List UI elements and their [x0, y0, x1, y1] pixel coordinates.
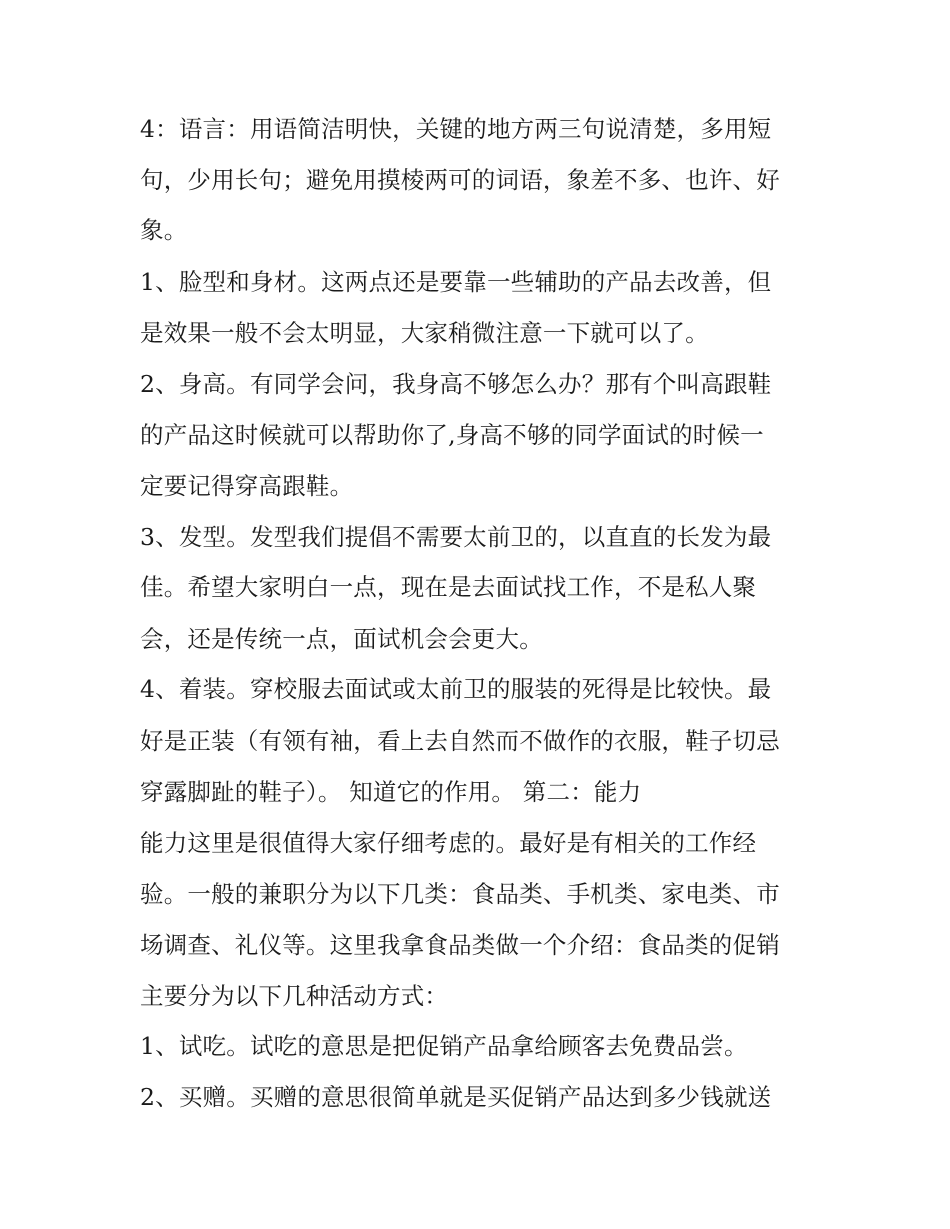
text-line: 2、买赠。买赠的意思很简单就是买促销产品达到多少钱就送: [140, 1083, 772, 1111]
text-line: 1、脸型和身材。这两点还是要靠一些辅助的产品去改善，但: [140, 268, 772, 296]
text-line: 3、发型。发型我们提倡不需要太前卫的，以直直的长发为最: [140, 523, 772, 551]
text-line: 句，少用长句；避免用摸棱两可的词语，象差不多、也许、好: [140, 166, 780, 194]
text-line: 1、试吃。试吃的意思是把促销产品拿给顾客去免费品尝。: [140, 1032, 748, 1060]
text-line: 主要分为以下几种活动方式：: [140, 982, 449, 1010]
text-line: 会，还是传统一点，面试机会会更大。: [140, 625, 543, 653]
text-line: 佳。希望大家明白一点，现在是去面试找工作，不是私人聚: [140, 573, 757, 601]
text-line: 好是正装（有领有袖，看上去自然而不做作的衣服，鞋子切忌: [140, 727, 780, 755]
text-line: 是效果一般不会太明显，大家稍微注意一下就可以了。: [140, 319, 709, 347]
text-line: 验。一般的兼职分为以下几类：食品类、手机类、家电类、市: [140, 880, 780, 908]
text-line: 2、身高。有同学会问，我身高不够怎么办？那有个叫高跟鞋: [140, 370, 772, 398]
text-line: 的产品这时候就可以帮助你了,身高不够的同学面试的时候一: [140, 421, 764, 449]
text-line: 能力这里是很值得大家仔细考虑的。最好是有相关的工作经: [140, 829, 757, 857]
text-line: 4、着装。穿校服去面试或太前卫的服装的死得是比较快。最: [140, 675, 772, 703]
text-line: 4：语言：用语简洁明快，关键的地方两三句说清楚，多用短: [140, 115, 772, 143]
text-line: 场调查、礼仪等。这里我拿食品类做一个介绍：食品类的促销: [140, 931, 780, 959]
text-line: 象。: [140, 216, 188, 244]
text-line: 定要记得穿高跟鞋。: [140, 472, 354, 500]
text-line: 穿露脚趾的鞋子）。 知道它的作用。 第二：能力: [140, 778, 642, 806]
